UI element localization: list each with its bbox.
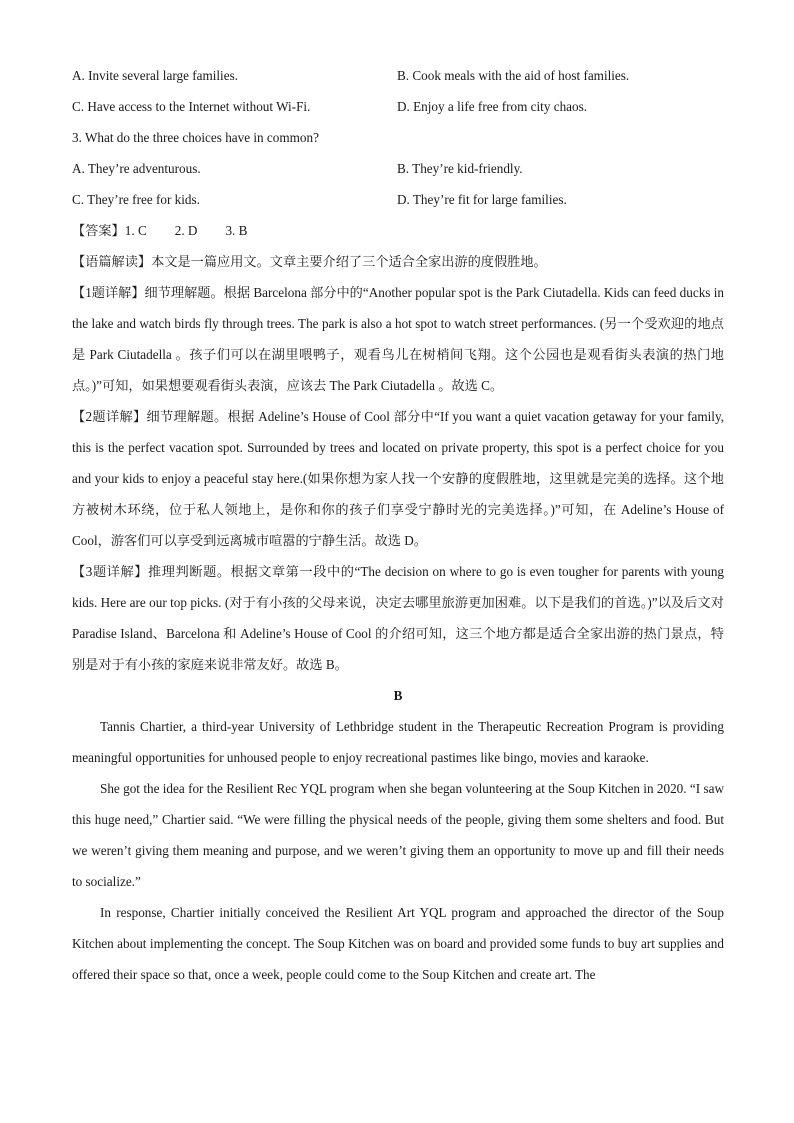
section-b-heading: B	[393, 688, 403, 703]
q3-options-row-1	[72, 153, 724, 184]
summary-label: 【语篇解读】	[72, 254, 152, 269]
q2-options-row-1	[72, 60, 724, 91]
q2-option-c: C. Have access to the Internet without Wi-Fi.	[72, 99, 311, 114]
answer-3: 3. B	[225, 223, 248, 238]
q3-options-row-2	[72, 184, 724, 215]
explain-3-paragraph	[72, 556, 724, 680]
explain-3-label: 【3题详解】	[72, 564, 149, 579]
q2-option-d: D. Enjoy a life free from city chaos.	[397, 99, 588, 114]
answer-line	[72, 215, 724, 246]
explain-3-text: 推理判断题。根据文章第一段中的“The decision on where to go is even tougher for parents with young kids. Here are our top picks. (对于有小孩的父母来说，决定去哪里旅游更加困难。以下是我们的首选。)”以及后文对 Paradise Island、Barcelona 和 Adeline’s House of Cool 的介绍可知，这三个地方都是适合全家出游的热门景点，特别是对于有小孩的家庭来说非常友好。故选 B。	[72, 564, 725, 672]
explain-2-label: 【2题详解】	[72, 409, 147, 424]
summary-text: 本文是一篇应用文。文章主要介绍了三个适合全家出游的度假胜地。	[151, 254, 547, 269]
q3-option-c: C. They’re free for kids.	[72, 192, 200, 207]
answer-2: 2. D	[174, 223, 198, 238]
q3-stem: 3. What do the three choices have in common?	[72, 130, 319, 145]
passage-b-paragraph-1: Tannis Chartier, a third-year University of Lethbridge student in the Therapeutic Recreation Program is providing meaningful opportunities for unhoused people to enjoy recreational pastimes like bingo, movies and karaoke.	[72, 719, 724, 765]
answer-1: 1. C	[124, 223, 147, 238]
q3-option-b: B. They’re kid-friendly.	[397, 161, 523, 176]
q2-option-a: A. Invite several large families.	[72, 68, 239, 83]
q3-option-a: A. They’re adventurous.	[72, 161, 201, 176]
q3-option-d: D. They’re fit for large families.	[397, 192, 567, 207]
q2-option-b: B. Cook meals with the aid of host families.	[397, 68, 630, 83]
document-page	[72, 60, 724, 990]
answer-label: 【答案】	[72, 223, 125, 238]
summary-paragraph	[72, 246, 724, 277]
explain-1-paragraph	[72, 277, 724, 401]
explain-2-paragraph	[72, 401, 724, 556]
q2-options-row-2	[72, 91, 724, 122]
passage-b-paragraph-3: In response, Chartier initially conceived the Resilient Art YQL program and approached the director of the Soup Kitchen about implementing the concept. The Soup Kitchen was on board and provided some funds to buy art supplies and offered their space so that, once a week, people could come to the Soup Kitchen and create art. The	[72, 905, 724, 982]
passage-b-paragraph-2: She got the idea for the Resilient Rec YQL program when she began volunteering at the Soup Kitchen in 2020. “I saw this huge need,” Chartier said. “We were filling the physical needs of the people, giving them some shelters and food. But we weren’t giving them meaning and purpose, and we weren’t giving them an opportunity to move up and fill their needs to socialize.”	[72, 781, 724, 889]
explain-1-text: 细节理解题。根据 Barcelona 部分中的“Another popular spot is the Park Ciutadella. Kids can feed ducks in the lake and watch birds fly through trees. The park is also a hot spot to watch street performances. (另一个受欢迎的地点是 Park Ciutadella 。孩子们可以在湖里喂鸭子，观看鸟儿在树梢间飞翔。这个公园也是观看街头表演的热门地点。)”可知，如果想要观看街头表演，应该去 The Park Ciutadella 。故选 C。	[72, 285, 724, 393]
explain-1-label: 【1题详解】	[72, 285, 145, 300]
explain-2-text: 细节理解题。根据 Adeline’s House of Cool 部分中“If you want a quiet vacation getaway for your family, this is the perfect vacation spot. Surrounded by trees and located on private property, this spot is a perfect choice for you and your kids to enjoy a peaceful stay here.(如果你想为家人找一个安静的度假胜地，这里就是完美的选择。这个地方被树木环绕，位于私人领地上，是你和你的孩子们享受宁静时光的完美选择。)”可知，在 Adeline’s House of Cool，游客们可以享受到远离城市喧嚣的宁静生活。故选 D。	[72, 409, 724, 548]
